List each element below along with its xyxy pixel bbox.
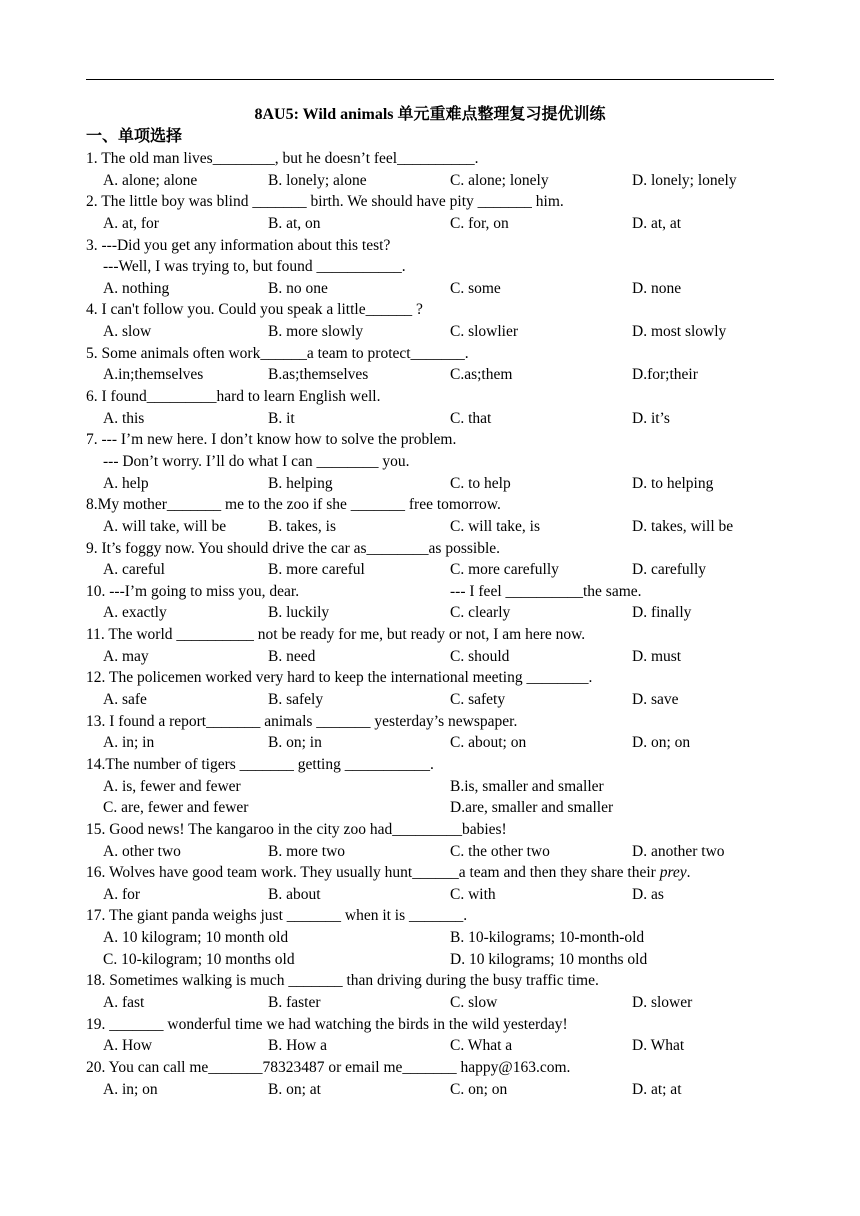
option-b: B. helping [268, 474, 333, 492]
option-d: D. 10 kilograms; 10 months old [450, 950, 648, 968]
option-d: D. to helping [632, 474, 714, 492]
option-d: D. save [632, 691, 679, 709]
question-5-stem [86, 343, 786, 365]
option-b: B. at, on [268, 214, 321, 232]
question-stem-reply: --- Don’t worry. I’ll do what I can ________ you. [103, 452, 410, 470]
option-b: B. How a [268, 1037, 327, 1055]
question-18-options [86, 992, 786, 1014]
question-17-options-row-2 [86, 949, 786, 971]
question-7-stem [86, 429, 786, 451]
option-a: A. will take, will be [103, 517, 227, 535]
option-a: A. for [103, 885, 141, 903]
question-stem-text: 14.The number of tigers _______ getting ___________. [86, 755, 434, 773]
question-14-options-row-1 [86, 776, 786, 798]
question-stem-text: 9. It’s foggy now. You should drive the car as________as possible. [86, 539, 501, 557]
question-6-stem [86, 386, 786, 408]
option-a: A. in; on [103, 1080, 158, 1098]
question-stem-text: 6. I found_________hard to learn English well. [86, 388, 381, 406]
option-c: C. What a [450, 1037, 513, 1055]
option-c: C. with [450, 885, 496, 903]
option-d: D. What [632, 1037, 685, 1055]
question-2-stem [86, 191, 786, 213]
option-b: B.is, smaller and smaller [450, 777, 604, 795]
option-b: B. more careful [268, 561, 365, 579]
question-stem-end: . [686, 864, 691, 882]
question-stem-text: 19. _______ wonderful time we had watching the birds in the wild yesterday! [86, 1015, 568, 1033]
header-rule [86, 79, 774, 80]
question-10-stem [86, 581, 786, 603]
section-heading: 一、单项选择 [86, 128, 183, 145]
option-a: A. nothing [103, 279, 170, 297]
option-d: D. slower [632, 993, 693, 1011]
option-b: B. no one [268, 279, 328, 297]
option-d: D. carefully [632, 561, 707, 579]
question-stem-text: 20. You can call me_______78323487 or email me_______ happy@163.com. [86, 1058, 571, 1076]
question-17-stem [86, 905, 786, 927]
question-7-options [86, 473, 786, 495]
option-b: B. takes, is [268, 517, 337, 535]
question-stem-italic: prey [659, 864, 687, 882]
option-c: C. about; on [450, 734, 527, 752]
question-8-options [86, 516, 786, 538]
question-17-options-row-1 [86, 927, 786, 949]
option-c: C. alone; lonely [450, 171, 549, 189]
option-d: D. lonely; lonely [632, 171, 737, 189]
question-stem-text: 10. ---I’m going to miss you, dear. [86, 582, 300, 600]
option-d: D. takes, will be [632, 517, 734, 535]
question-10-options [86, 602, 786, 624]
option-a: A. safe [103, 691, 147, 709]
page-title: 8AU5: Wild animals 单元重难点整理复习提优训练 [254, 106, 606, 123]
question-19-options [86, 1035, 786, 1057]
question-3-stem [86, 235, 786, 257]
option-b: B. safely [268, 691, 324, 709]
option-b: B. on; at [268, 1080, 321, 1098]
option-d: D. it’s [632, 409, 670, 427]
question-16-options [86, 884, 786, 906]
option-c: C. the other two [450, 842, 550, 860]
question-13-options [86, 732, 786, 754]
question-stem-text: 16. Wolves have good team work. They usually hunt______a team and then they share their [86, 864, 660, 882]
option-a: A. alone; alone [103, 171, 198, 189]
option-d: D. finally [632, 604, 692, 622]
option-d: D. another two [632, 842, 725, 860]
option-d: D.are, smaller and smaller [450, 799, 614, 817]
question-stem-text: 12. The policemen worked very hard to keep the international meeting ________. [86, 669, 593, 687]
question-16-stem [86, 862, 786, 884]
question-4-stem [86, 299, 786, 321]
option-c: C. will take, is [450, 517, 540, 535]
question-stem-text: 8.My mother_______ me to the zoo if she _______ free tomorrow. [86, 496, 501, 514]
option-c: C. clearly [450, 604, 511, 622]
option-a: A. at, for [103, 214, 159, 232]
question-15-stem [86, 819, 786, 841]
question-stem-text: 15. Good news! The kangaroo in the city zoo had_________babies! [86, 820, 507, 838]
option-c: C. safety [450, 691, 506, 709]
question-19-stem [86, 1014, 786, 1036]
option-c: C. that [450, 409, 492, 427]
question-9-stem [86, 538, 786, 560]
question-stem-text: 11. The world __________ not be ready for me, but ready or not, I am here now. [86, 626, 586, 644]
question-stem-text: 2. The little boy was blind _______ birth. We should have pity _______ him. [86, 193, 564, 211]
option-b: B. faster [268, 993, 321, 1011]
question-14-stem [86, 754, 786, 776]
option-d: D. most slowly [632, 323, 727, 341]
question-14-options-row-2 [86, 797, 786, 819]
question-stem-reply: --- I feel __________the same. [450, 582, 642, 600]
question-12-options [86, 689, 786, 711]
question-11-stem [86, 624, 786, 646]
question-stem-text: 17. The giant panda weighs just _______ when it is _______. [86, 907, 468, 925]
option-a: A. is, fewer and fewer [103, 777, 241, 795]
option-a: A. How [103, 1037, 153, 1055]
option-c: C. more carefully [450, 561, 559, 579]
question-20-stem [86, 1057, 786, 1079]
question-8-stem [86, 494, 786, 516]
option-c: C. for, on [450, 214, 509, 232]
option-c: C. slowlier [450, 323, 519, 341]
option-b: B.as;themselves [268, 366, 369, 384]
option-a: A. fast [103, 993, 145, 1011]
question-stem-text: 13. I found a report_______ animals _______ yesterday’s newspaper. [86, 712, 518, 730]
option-c: C. some [450, 279, 501, 297]
option-d: D.for;their [632, 366, 698, 384]
option-a: A. this [103, 409, 145, 427]
option-d: D. on; on [632, 734, 691, 752]
option-c: C. to help [450, 474, 511, 492]
option-c: C. on; on [450, 1080, 508, 1098]
question-stem-text: 18. Sometimes walking is much _______ than driving during the busy traffic time. [86, 972, 599, 990]
option-a: A. careful [103, 561, 165, 579]
question-list [86, 148, 786, 1100]
question-stem-text: 3. ---Did you get any information about this test? [86, 236, 391, 254]
option-b: B. it [268, 409, 295, 427]
option-d: D. at, at [632, 214, 682, 232]
option-a: A.in;themselves [103, 366, 204, 384]
question-13-stem [86, 711, 786, 733]
question-2-options [86, 213, 786, 235]
option-b: B. more two [268, 842, 346, 860]
option-b: B. about [268, 885, 321, 903]
option-c: C. 10-kilogram; 10 months old [103, 950, 295, 968]
option-b: B. on; in [268, 734, 322, 752]
question-stem-text: 1. The old man lives________, but he doesn’t feel__________. [86, 150, 479, 167]
option-d: D. as [632, 885, 664, 903]
option-d: D. none [632, 279, 682, 297]
question-7-dialogue [86, 451, 786, 473]
question-6-options [86, 408, 786, 430]
question-5-options [86, 364, 786, 386]
option-b: B. luckily [268, 604, 330, 622]
question-11-options [86, 646, 786, 668]
option-b: B. need [268, 647, 316, 665]
option-d: D. must [632, 647, 682, 665]
question-18-stem [86, 970, 786, 992]
option-a: A. may [103, 647, 149, 665]
question-1-options [86, 170, 786, 192]
question-stem-reply: ---Well, I was trying to, but found ___________. [103, 258, 406, 276]
option-a: A. slow [103, 323, 152, 341]
option-a: A. other two [103, 842, 181, 860]
question-stem-text: 5. Some animals often work______a team to protect_______. [86, 344, 469, 362]
question-20-options [86, 1079, 786, 1101]
option-a: A. in; in [103, 734, 155, 752]
option-c: C. slow [450, 993, 498, 1011]
option-a: A. 10 kilogram; 10 month old [103, 929, 289, 947]
option-c: C.as;them [450, 366, 513, 384]
question-4-options [86, 321, 786, 343]
option-a: A. exactly [103, 604, 167, 622]
question-15-options [86, 841, 786, 863]
question-1-stem [86, 148, 786, 170]
option-a: A. help [103, 474, 149, 492]
option-d: D. at; at [632, 1080, 682, 1098]
question-12-stem [86, 667, 786, 689]
option-c: C. should [450, 647, 510, 665]
option-c: C. are, fewer and fewer [103, 799, 249, 817]
question-stem-text: 7. --- I’m new here. I don’t know how to solve the problem. [86, 431, 457, 449]
question-3-dialogue [86, 256, 786, 278]
question-9-options [86, 559, 786, 581]
option-b: B. more slowly [268, 323, 364, 341]
option-b: B. 10-kilograms; 10-month-old [450, 929, 645, 947]
question-3-options [86, 278, 786, 300]
question-stem-text: 4. I can't follow you. Could you speak a little______ ? [86, 301, 423, 319]
option-b: B. lonely; alone [268, 171, 367, 189]
